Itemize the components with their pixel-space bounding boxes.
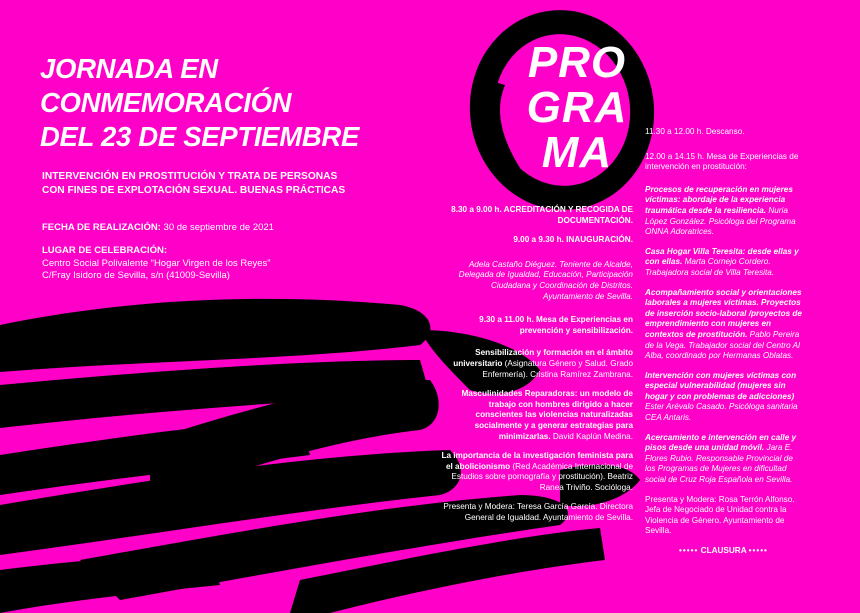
talk-speaker: Marta Cornejo Cordero. Trabajadora social de Villa Teresita. <box>645 257 775 277</box>
schedule-descanso: 11.30 a 12.00 h. Descanso. <box>645 127 745 136</box>
clausura-dots-right: ••••• <box>748 546 768 555</box>
talk-title: Acompañamiento social y orientaciones laborales a mujeres víctimas. Proyectos de inserción socio-laboral /proyectos de emprendimiento con mujeres en contextos de prostitución. <box>645 287 802 339</box>
moderator-midday: Presenta y Modera: Rosa Terrón Alfonso. Jefa de Negociado de Unidad contra la Violencia de Género. Ayuntamiento de Sevilla. <box>645 494 795 536</box>
talk-item <box>440 348 633 380</box>
talk-speaker: Jara E. Flores Rubio. Responsable Provincial de los Programas de Mujeres en dificultad social de Cruz Roja Española en Sevilla. <box>645 443 793 485</box>
programa-line-1: PRO <box>527 38 627 87</box>
talk-title: Intervención con mujeres víctimas con especial vulnerabilidad (mujeres sin hogar y con problemas de adicciones) <box>645 370 797 401</box>
talk-title: Acercamiento e intervención en calle y pisos desde una unidad móvil. <box>645 432 797 453</box>
program-column-morning <box>440 205 633 533</box>
talk-speaker: (Red Académica Internacional de Estudios sobre pornografía y prostitución). Beatriz Ranea Triviño. Socióloga. <box>451 461 633 492</box>
schedule-inauguracion: 9.00 a 9.30 h. INAUGURACIÓN. <box>513 235 633 245</box>
schedule-mesa-prevencion: 9.30 a 11.00 h. Mesa de Experiencias en prevención y sensibilización. <box>479 315 633 335</box>
event-subtitle-line-1: INTERVENCIÓN EN PROSTITUCIÓN Y TRATA DE PERSONAS <box>42 171 338 182</box>
talk-item <box>645 247 802 279</box>
clausura-dots-left: ••••• <box>679 546 699 555</box>
talk-speaker: (Asignatura Género y Salud. Grado Enfermería). Cristina Ramírez Zambrana. <box>482 358 633 379</box>
clausura <box>645 546 802 557</box>
talk-speaker: David Kaplún Medina. <box>550 431 633 441</box>
programa-line-2: GRA <box>526 83 628 132</box>
talk-item <box>645 433 802 486</box>
event-subtitle-line-2: CON FINES DE EXPLOTACIÓN SEXUAL. BUENAS PRÁCTICAS <box>42 185 346 196</box>
inauguracion-speaker: Adela Castaño Diéguez. Teniente de Alcalde, Delegada de Igualdad, Educación, Participación Ciudadana y Coordinación de Distritos. Ayuntamiento de Sevilla. <box>458 259 633 301</box>
event-place-label: LUGAR DE CELEBRACIÓN: <box>42 245 168 256</box>
talk-title: Sensibilización y formación en el ámbito universitario <box>453 348 633 368</box>
talk-title: Procesos de recuperación en mujeres víctimas: abordaje de la experiencia traumática desde la resiliencia. <box>645 184 793 215</box>
event-place-line-2: C/Fray Isidoro de Sevilla, s/n (41009-Sevilla) <box>42 270 230 281</box>
event-date-label: FECHA DE REALIZACIÓN: <box>42 222 161 233</box>
programa-line-3: MA <box>541 128 613 177</box>
clausura-label: CLAUSURA <box>700 546 747 555</box>
talk-item <box>645 288 802 362</box>
talk-title: Casa Hogar Villa Teresita: desde ellas y con ellas. <box>645 246 799 267</box>
event-title-line-1: JORNADA EN <box>40 53 218 84</box>
talk-item <box>645 371 802 424</box>
talk-item <box>440 451 633 493</box>
schedule-acreditacion: 8.30 a 9.00 h. ACREDITACIÓN Y RECOGIDA DE DOCUMENTACIÓN. <box>451 205 633 225</box>
event-date-value: 30 de septiembre de 2021 <box>160 222 274 233</box>
talk-speaker: Nuria López González. Psicóloga del Programa ONNA Adoratrices. <box>645 205 796 237</box>
talk-title: La importancia de la investigación feminista para el abolicionismo <box>441 451 633 471</box>
event-title-line-3: DEL 23 DE SEPTIEMBRE <box>40 121 359 152</box>
schedule-mesa-intervencion: 12.00 a 14.15 h. Mesa de Experiencias de intervención en prostitución: <box>645 151 799 172</box>
event-title-line-2: CONMEMORACIÓN <box>40 87 292 118</box>
event-place-line-1: Centro Social Polivalente “Hogar Virgen de los Reyes” <box>42 257 271 269</box>
event-title <box>40 52 440 154</box>
talk-item <box>645 185 802 238</box>
talk-item <box>440 389 633 442</box>
moderator-morning: Presenta y Modera: Teresa García García. Directora General de Igualdad. Ayuntamiento de Sevilla. <box>443 502 633 523</box>
talk-speaker: Ester Arévalo Casado. Psicóloga sanitaria CEA Antaris. <box>645 402 798 423</box>
programa-heading <box>512 40 642 175</box>
program-column-midday <box>645 127 802 557</box>
event-date <box>42 222 274 233</box>
event-place <box>42 245 270 283</box>
talk-speaker: Pablo Pereira de la Vega. Trabajador social del Centro Al Alba, coordinado por Hermanas Oblatas. <box>645 329 800 361</box>
event-subtitle <box>42 170 402 198</box>
talk-title: Masculinidades Reparadoras: un modelo de trabajo con hombres dirigido a hacer conscientes las violencias naturalizadas socialmente y a generar estrategias para minimizarlas. <box>461 389 633 441</box>
